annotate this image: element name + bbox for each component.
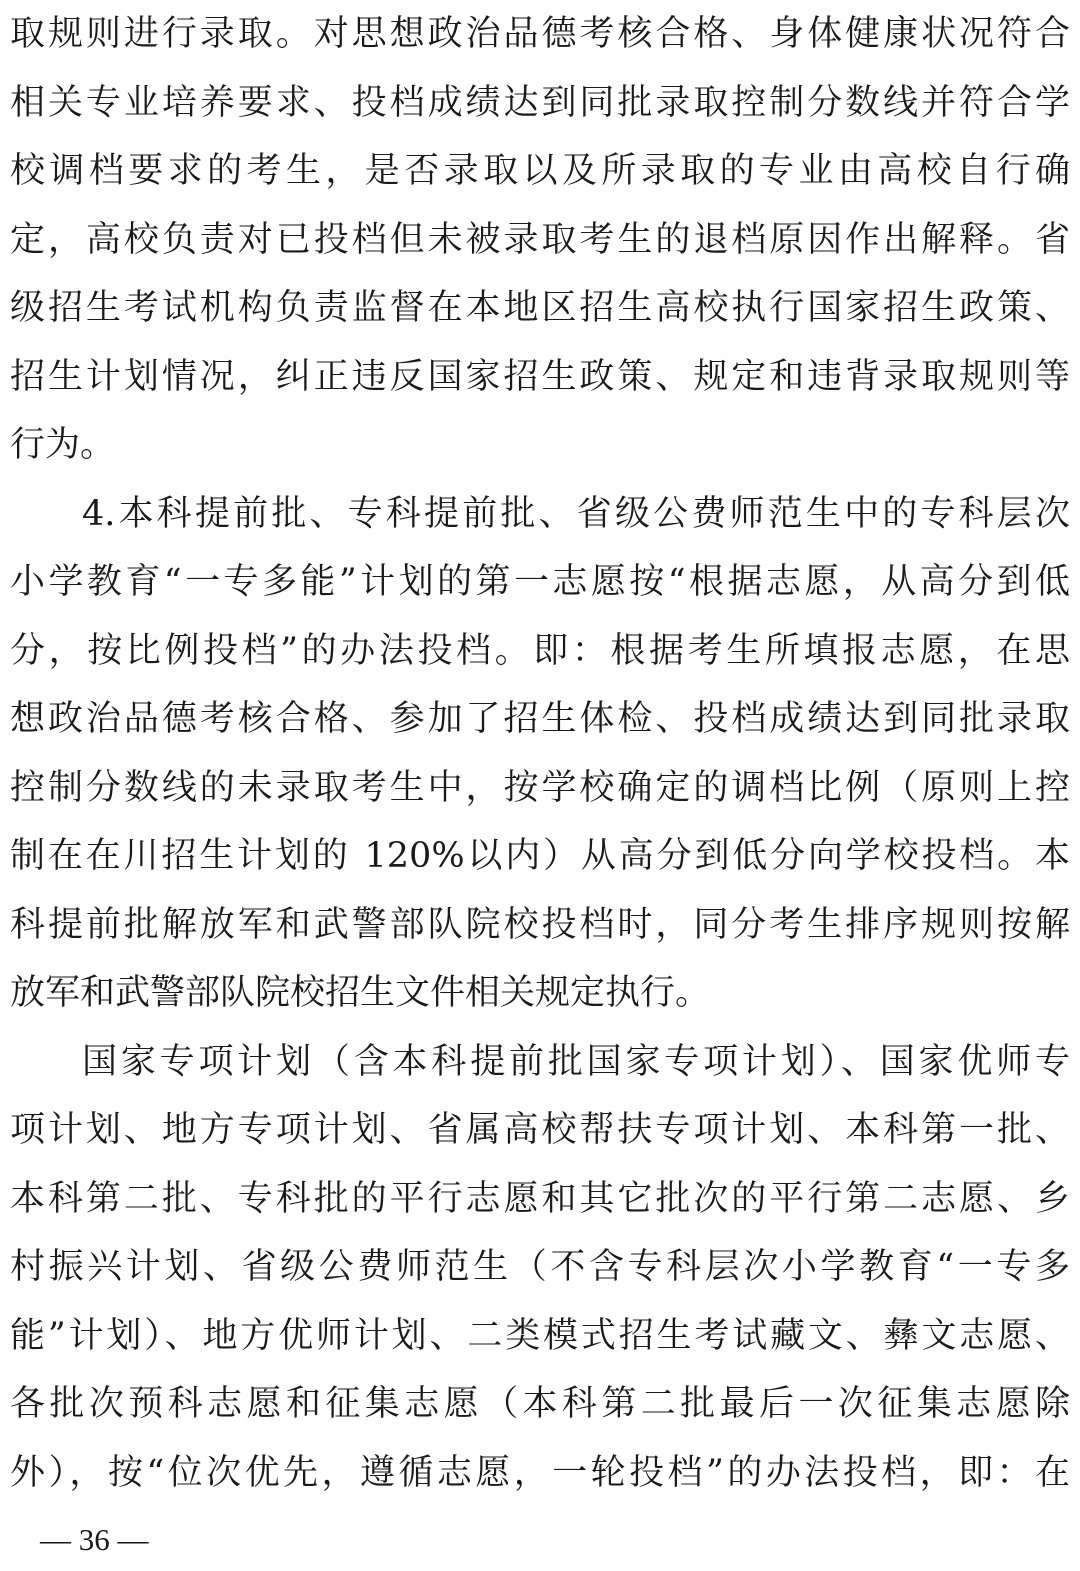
text-line: 招生计划情况，纠正违反国家招生政策、规定和违背录取规则等 (10, 356, 1070, 397)
page-number: — 36 — (40, 1522, 149, 1557)
document-body (10, 0, 1070, 1507)
text-line: 控制分数线的未录取考生中，按学校确定的调档比例（原则上控 (10, 767, 1070, 808)
paragraph-2 (10, 480, 1070, 1028)
text-line: 想政治品德考核合格、参加了招生体检、投档成绩达到同批录取 (10, 699, 1070, 739)
text-line: 小学教育“一专多能”计划的第一志愿按“根据志愿，从高分到低 (10, 562, 1070, 602)
text-line: 分，按比例投档”的办法投档。即：根据考生所填报志愿，在思 (10, 630, 1070, 671)
text-line: 定，高校负责对已投档但未被录取考生的退档原因作出解释。省 (10, 219, 1070, 260)
text-line: 国家专项计划（含本科提前批国家专项计划）、国家优师专 (82, 1041, 1070, 1082)
text-line: 相关专业培养要求、投档成绩达到同批录取控制分数线并符合学 (10, 82, 1070, 123)
text-line: 村振兴计划、省级公费师范生（不含专科层次小学教育“一专多 (10, 1247, 1070, 1287)
paragraph-1 (10, 0, 1070, 480)
text-line: 外），按“位次优先，遵循志愿，一轮投档”的办法投档，即：在 (10, 1452, 1070, 1493)
text-line: 4.本科提前批、专科提前批、省级公费师范生中的专科层次 (82, 493, 1070, 534)
text-line: 项计划、地方专项计划、省属高校帮扶专项计划、本科第一批、 (10, 1110, 1070, 1150)
text-line: 本科第二批、专科批的平行志愿和其它批次的平行第二志愿、乡 (10, 1178, 1070, 1219)
text-line: 各批次预科志愿和征集志愿（本科第二批最后一次征集志愿除 (10, 1384, 1070, 1424)
text-line: 科提前批解放军和武警部队院校投档时，同分考生排序规则按解 (10, 904, 1070, 945)
text-line: 能”计划）、地方优师计划、二类模式招生考试藏文、彝文志愿、 (10, 1315, 1070, 1356)
text-line: 级招生考试机构负责监督在本地区招生高校执行国家招生政策、 (10, 288, 1070, 328)
text-line: 制在在川招生计划的 120%以内）从高分到低分向学校投档。本 (10, 836, 1070, 876)
paragraph-3 (10, 1028, 1070, 1508)
text-line: 校调档要求的考生，是否录取以及所录取的专业由高校自行确 (10, 151, 1070, 191)
text-line: 取规则进行录取。对思想政治品德考核合格、身体健康状况符合 (10, 14, 1070, 54)
text-line: 放军和武警部队院校招生文件相关规定执行。 (10, 973, 711, 1013)
text-line: 行为。 (10, 425, 116, 465)
